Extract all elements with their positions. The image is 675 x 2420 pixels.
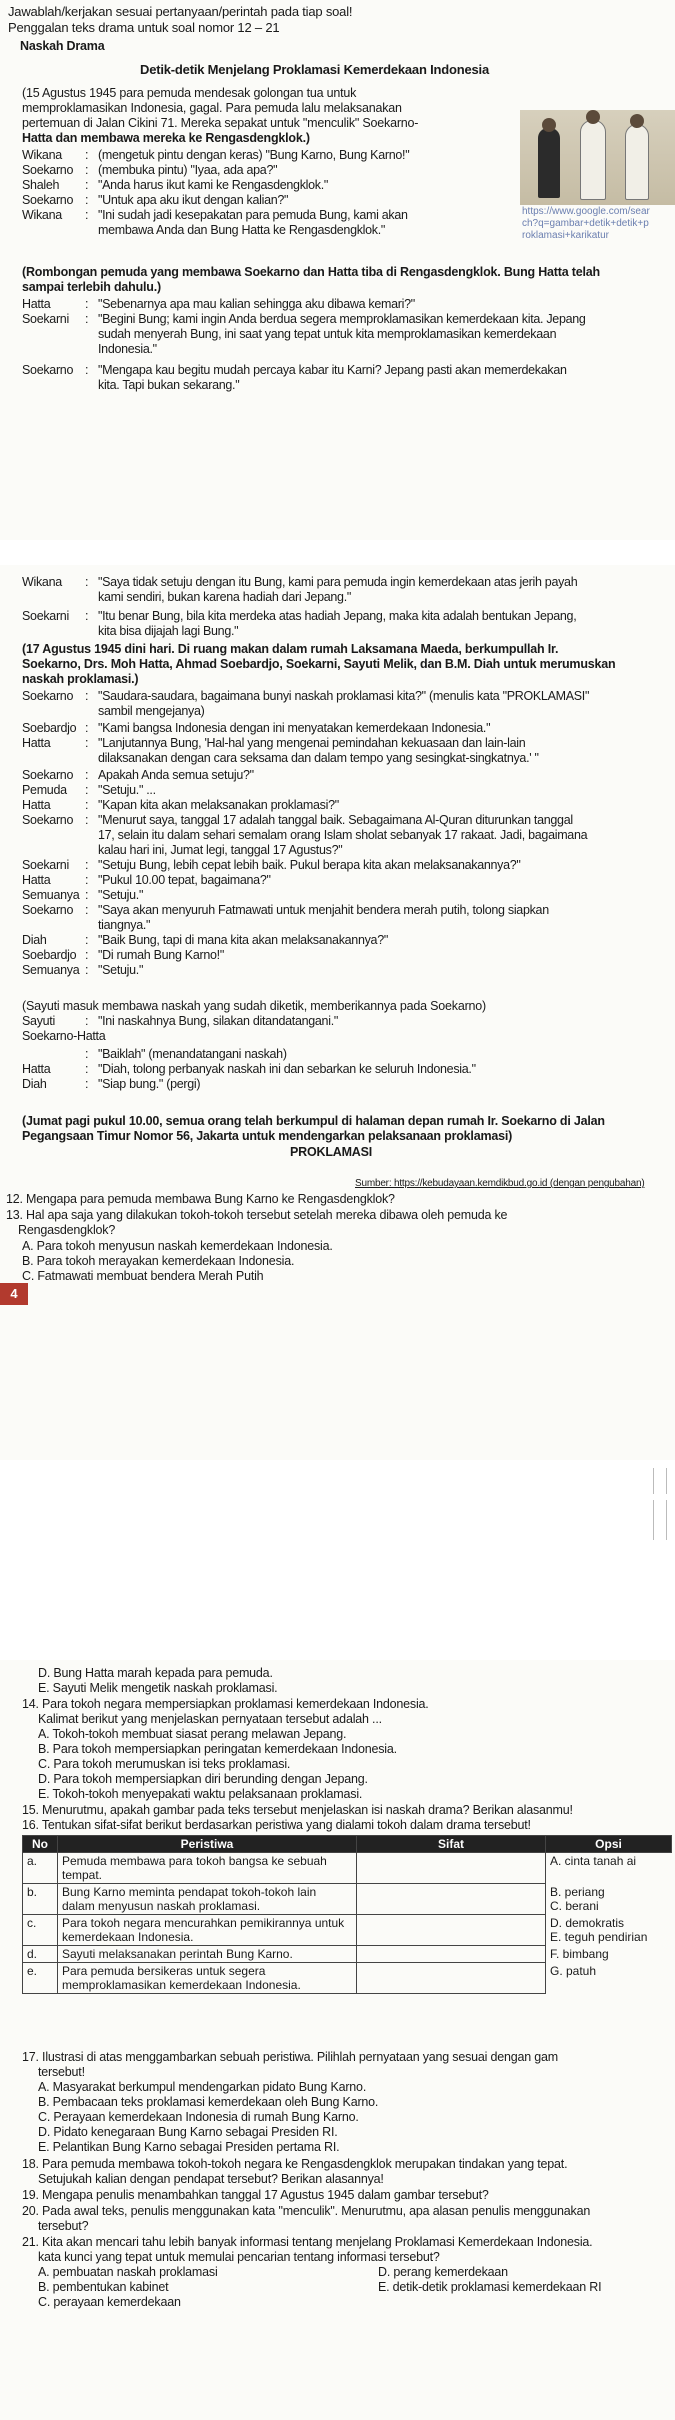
- speaker: Soekarno: [22, 903, 74, 917]
- table-row: d. Sayuti melaksanakan perintah Bung Karno. F. bimbang: [23, 1946, 672, 1963]
- scene-note: sampai terlebih dahulu.): [22, 280, 161, 294]
- caricature-image: [520, 110, 675, 205]
- question-13: 13. Hal apa saja yang dilakukan tokoh-tokoh tersebut setelah mereka dibawa oleh pemuda ke: [6, 1208, 508, 1222]
- page-gap: [0, 540, 675, 565]
- speaker: Semuanya: [22, 888, 80, 902]
- speaker: Soekarno: [22, 363, 74, 377]
- intro-line: pertemuan di Jalan Cikini 71. Mereka sepakat untuk "menculik" Soekarno-: [22, 116, 419, 130]
- line-text: "Anda harus ikut kami ke Rengasdengklok.": [98, 178, 329, 192]
- speaker: Soekarno: [22, 163, 74, 177]
- drama-title: Detik-detik Menjelang Proklamasi Kemerdekaan Indonesia: [140, 62, 489, 77]
- speaker: Pemuda: [22, 783, 67, 797]
- option-a[interactable]: A. Masyarakat berkumpul mendengarkan pidato Bung Karno.: [38, 2080, 367, 2094]
- option-c[interactable]: C. Perayaan kemerdekaan Indonesia di rumah Bung Karno.: [38, 2110, 359, 2124]
- scene-note: naskah proklamasi.): [22, 672, 139, 686]
- option-e[interactable]: E. Sayuti Melik mengetik naskah proklamasi.: [38, 1681, 278, 1695]
- speaker: Soebardjo: [22, 721, 77, 735]
- question-13-cont: Rengasdengklok?: [18, 1223, 116, 1237]
- line-text: "Di rumah Bung Karno!": [98, 948, 224, 962]
- question-18: 18. Para pemuda membawa tokoh-tokoh negara ke Rengasdengklok merupakan tindakan yang tepat.: [22, 2157, 568, 2171]
- question-16-table: [22, 1835, 672, 1994]
- closing-word: PROKLAMASI: [290, 1145, 373, 1159]
- option-b[interactable]: B. Pembacaan teks proklamasi kemerdekaan oleh Bung Karno.: [38, 2095, 379, 2109]
- speaker: Soekarni: [22, 858, 69, 872]
- closing-note: Pegangsaan Timur Nomor 56, Jakarta untuk mendengarkan pelaksanaan proklamasi): [22, 1129, 513, 1143]
- answer-cell[interactable]: [357, 1946, 546, 1963]
- line-text: "Setuju.": [98, 963, 144, 977]
- speaker: Hatta: [22, 1062, 51, 1076]
- line-text: kita bisa dijajah lagi Bung.": [98, 624, 239, 638]
- question-15: 15. Menurutmu, apakah gambar pada teks tersebut menjelaskan isi naskah drama? Berikan alasanmu!: [22, 1803, 573, 1817]
- line-text: kami sendiri, bukan karena hadiah dari Jepang.": [98, 590, 352, 604]
- dialogue-block: Hatta : "Sebenarnya apa mau kalian sehingga aku dibawa kemari?" Soekarni : "Begini Bung; kami ingin Anda berdua segera memproklamasikan kemerdekaan kita. Jepang sudah menyerah Bung, ini saat yang tepat untuk kita memproklamasikan kemerdekaan Indonesia." Soekarno : "Mengapa kau begitu mudah percaya kabar itu Karni? Jepang pasti akan memerdekakan kita. Tapi bukan sekarang.": [22, 297, 586, 392]
- line-text: tiangnya.": [98, 918, 151, 932]
- dialogue-block: Wikana : (mengetuk pintu dengan keras) "Bung Karno, Bung Karno!" Soekarno : (membuka pintu) "Iyaa, ada apa?" Shaleh : "Anda harus ikut kami ke Rengasdengklok." Soekarno : "Untuk apa aku ikut dengan kalian?" Wikana : "Ini sudah jadi kesepakatan para pemuda Bung, kami akan membawa Anda dan Bung Hatta ke Rengasdengklok.": [22, 148, 410, 237]
- question-17: 17. Ilustrasi di atas menggambarkan sebuah peristiwa. Pilihlah pernyataan yang sesuai dengan gam: [22, 2050, 559, 2064]
- speaker: Soekarno: [22, 193, 74, 207]
- option-a[interactable]: A. Tokoh-tokoh membuat siasat perang melawan Jepang.: [38, 1727, 347, 1741]
- line-text: kalau hari ini, Jumat legi, tanggal 17 Agustus?": [98, 843, 343, 857]
- speaker: Soekarni: [22, 312, 69, 326]
- question-12: 12. Mengapa para pemuda membawa Bung Karno ke Rengasdengklok?: [6, 1192, 395, 1206]
- line-text: "Begini Bung; kami ingin Anda berdua segera memproklamasikan kemerdekaan kita. Jepang: [98, 312, 586, 326]
- option-d[interactable]: D. perang kemerdekaan: [378, 2265, 508, 2279]
- line-text: (mengetuk pintu dengan keras) "Bung Karno, Bung Karno!": [98, 148, 410, 162]
- option-d[interactable]: D. Para tokoh mempersiapkan diri berunding dengan Jepang.: [38, 1772, 368, 1786]
- line-text: "Kapan kita akan melaksanakan proklamasi?": [98, 798, 339, 812]
- image-source-link[interactable]: https://www.google.com/sear ch?q=gambar+detik+detik+p roklamasi+karikatur: [522, 206, 650, 241]
- question-21: 21. Kita akan mencari tahu lebih banyak informasi tentang menjelang Proklamasi Kemerdekaan Indonesia.: [22, 2235, 593, 2249]
- line-text: Indonesia.": [98, 342, 157, 356]
- table-row: c. Para tokoh negara mencurahkan pemikirannya untuk kemerdekaan Indonesia. D. demokratis E. teguh pendirian: [23, 1915, 672, 1946]
- option-c[interactable]: C. perayaan kemerdekaan: [38, 2295, 181, 2309]
- dialogue-block: Soekarno : "Saudara-saudara, bagaimana bunyi naskah proklamasi kita?" (menulis kata "PROKLAMASI" sambil mengejanya) Soebardjo : "Kami bangsa Indonesia dengan ini menyatakan kemerdekaan Indonesia." Hatta : "Lanjutannya Bung, 'Hal-hal yang mengenai pemindahan kekuasaan dan lain-lain dilaksanakan dengan cara seksama dan dalam tempo yang sesingkat-singkatnya.' " Soekarno : Apakah Anda semua setuju?" Pemuda : "Setuju." ... Hatta : "Kapan kita akan melaksanakan proklamasi?" Soekarno : "Menurut saya, tanggal 17 adalah tanggal baik. Sebagaimana Al-Quran diturunkan tanggal 17, selain itu dalam sehari semalam orang Islam sholat sebanyak 17 rakaat. Jadi, bagaimana kalau hari ini, Jumat legi, tanggal 17 Agustus?" Soekarni : "Setuju Bung, lebih cepat lebih baik. Pukul berapa kita akan melaksanakannya?" Hatta : "Pukul 10.00 tepat, bagaimana?" Semuanya : "Setuju." Soekarno : "Saya akan menyuruh Fatmawati untuk menjahit bendera merah putih, tolong siapkan tiangnya." Diah : "Baik Bung, tapi di mana kita akan melaksanakannya?" Soebardjo : "Di rumah Bung Karno!" Semuanya : "Setuju.": [22, 689, 590, 977]
- instruction-line: Jawablah/kerjakan sesuai pertanyaan/perintah pada tiap soal!: [8, 4, 353, 19]
- speaker: Soekarno-Hatta: [22, 1029, 106, 1043]
- line-text: "Setuju.": [98, 888, 144, 902]
- option-b[interactable]: B. Para tokoh merayakan kemerdekaan Indonesia.: [22, 1254, 295, 1268]
- speaker: Sayuti: [22, 1014, 55, 1028]
- speaker: Wikana: [22, 208, 62, 222]
- speaker: Diah: [22, 933, 47, 947]
- question-14-prompt: Kalimat berikut yang menjelaskan pernyataan tersebut adalah ...: [38, 1712, 382, 1726]
- line-text: "Saya akan menyuruh Fatmawati untuk menjahit bendera merah putih, tolong siapkan: [98, 903, 549, 917]
- line-text: (membuka pintu) "Iyaa, ada apa?": [98, 163, 278, 177]
- speaker: Hatta: [22, 297, 51, 311]
- line-text: dilaksanakan dengan cara seksama dan dalam tempo yang sesingkat-singkatnya.' ": [98, 751, 539, 765]
- speaker: Soebardjo: [22, 948, 77, 962]
- intro-line: Hatta dan membawa mereka ke Rengasdengklok.): [22, 131, 310, 145]
- question-14: 14. Para tokoh negara mempersiapkan proklamasi kemerdekaan Indonesia.: [22, 1697, 429, 1711]
- speaker: Soekarno: [22, 813, 74, 827]
- question-21-cont: kata kunci yang tepat untuk memulai pencarian tentang informasi tersebut?: [38, 2250, 440, 2264]
- question-19: 19. Mengapa penulis menambahkan tanggal 17 Agustus 1945 dalam gambar tersebut?: [22, 2188, 489, 2202]
- speaker: Semuanya: [22, 963, 80, 977]
- line-text: "Lanjutannya Bung, 'Hal-hal yang mengenai pemindahan kekuasaan dan lain-lain: [98, 736, 526, 750]
- line-text: Apakah Anda semua setuju?": [98, 768, 254, 782]
- answer-cell[interactable]: [357, 1963, 546, 1994]
- line-text: "Ini sudah jadi kesepakatan para pemuda Bung, kami akan: [98, 208, 408, 222]
- speaker: Wikana: [22, 575, 62, 589]
- option-e[interactable]: E. Tokoh-tokoh menyepakati waktu pelaksanaan proklamasi.: [38, 1787, 363, 1801]
- section-label: Naskah Drama: [20, 39, 105, 53]
- option-b[interactable]: B. pembentukan kabinet: [38, 2280, 169, 2294]
- line-text: sudah menyerah Bung, ini saat yang tepat untuk kita memproklamasikan kemerdekaan: [98, 327, 557, 341]
- question-20-cont: tersebut?: [38, 2219, 89, 2233]
- line-text: "Siap bung." (pergi): [98, 1077, 201, 1091]
- question-20: 20. Pada awal teks, penulis menggunakan kata "menculik". Menurutmu, apa alasan penulis menggunakan: [22, 2204, 591, 2218]
- line-text: "Baiklah" (menandatangani naskah): [98, 1047, 287, 1061]
- table-header: No: [23, 1836, 58, 1853]
- page-number: 4: [0, 1283, 28, 1305]
- option-c[interactable]: C. Fatmawati membuat bendera Merah Putih: [22, 1269, 264, 1283]
- option-e[interactable]: E. detik-detik proklamasi kemerdekaan RI: [378, 2280, 602, 2294]
- intro-line: (15 Agustus 1945 para pemuda mendesak golongan tua untuk: [22, 86, 357, 100]
- line-text: "Ini naskahnya Bung, silakan ditandatangani.": [98, 1014, 338, 1028]
- line-text: "Setuju." ...: [98, 783, 156, 797]
- table-row: b. Bung Karno meminta pendapat tokoh-tokoh lain dalam menyusun naskah proklamasi. B. periang C. berani: [23, 1884, 672, 1915]
- line-text: "Menurut saya, tanggal 17 adalah tanggal baik. Sebagaimana Al-Quran diturunkan tanggal: [98, 813, 573, 827]
- question-16: 16. Tentukan sifat-sifat berikut berdasarkan peristiwa yang dialami tokoh dalam drama tersebut!: [22, 1818, 531, 1832]
- speaker: Diah: [22, 1077, 47, 1091]
- scene-note: (Rombongan pemuda yang membawa Soekarno dan Hatta tiba di Rengasdengklok. Bung Hatta telah: [22, 265, 600, 279]
- speaker: Wikana: [22, 148, 62, 162]
- option-c[interactable]: C. Para tokoh merumuskan isi teks proklamasi.: [38, 1757, 291, 1771]
- option-d[interactable]: D. Bung Hatta marah kepada para pemuda.: [38, 1666, 273, 1680]
- option-b[interactable]: B. Para tokoh mempersiapkan peringatan kemerdekaan Indonesia.: [38, 1742, 397, 1756]
- intro-line: memproklamasikan Indonesia, gagal. Para pemuda lalu melaksanakan: [22, 101, 402, 115]
- line-text: "Pukul 10.00 tepat, bagaimana?": [98, 873, 271, 887]
- speaker: Soekarno: [22, 689, 74, 703]
- option-a[interactable]: A. Para tokoh menyusun naskah kemerdekaan Indonesia.: [22, 1239, 333, 1253]
- scene-note: (Sayuti masuk membawa naskah yang sudah diketik, memberikannya pada Soekarno): [22, 999, 487, 1013]
- line-text: "Setuju Bung, lebih cepat lebih baik. Pukul berapa kita akan melaksanakannya?": [98, 858, 521, 872]
- line-text: membawa Anda dan Bung Hatta ke Rengasdengklok.": [98, 223, 386, 237]
- line-text: "Itu benar Bung, bila kita merdeka atas hadiah Jepang, maka kita adalah bentukan Jepang,: [98, 609, 577, 623]
- dialogue-block: Wikana : "Saya tidak setuju dengan itu Bung, kami para pemuda ingin kemerdekaan atas jerih payah kami sendiri, bukan karena hadiah dari Jepang." Soekarni : "Itu benar Bung, bila kita merdeka atas hadiah Jepang, maka kita adalah bentukan Jepang, kita bisa dijajah lagi Bung.": [22, 575, 578, 638]
- instruction-subline: Penggalan teks drama untuk soal nomor 12 – 21: [8, 20, 280, 35]
- speaker: Hatta: [22, 798, 51, 812]
- speaker: Soekarno: [22, 768, 74, 782]
- speaker: Hatta: [22, 873, 51, 887]
- line-text: "Mengapa kau begitu mudah percaya kabar itu Karni? Jepang pasti akan memerdekakan: [98, 363, 567, 377]
- table-header: Sifat: [357, 1836, 546, 1853]
- line-text: "Untuk apa aku ikut dengan kalian?": [98, 193, 289, 207]
- line-text: "Saya tidak setuju dengan itu Bung, kami para pemuda ingin kemerdekaan atas jerih payah: [98, 575, 578, 589]
- table-header: Peristiwa: [58, 1836, 357, 1853]
- speaker: Hatta: [22, 736, 51, 750]
- option-d[interactable]: D. Pidato kenegaraan Bung Karno sebagai Presiden RI.: [38, 2125, 338, 2139]
- worksheet-page-bottom: [0, 1660, 675, 2420]
- speaker: Shaleh: [22, 178, 60, 192]
- line-text: "Kami bangsa Indonesia dengan ini menyatakan kemerdekaan Indonesia.": [98, 721, 491, 735]
- table-header: Opsi: [546, 1836, 672, 1853]
- line-text: kita. Tapi bukan sekarang.": [98, 378, 240, 392]
- line-text: sambil mengejanya): [98, 704, 205, 718]
- worksheet-page-top: [0, 0, 675, 540]
- scene-note: (17 Agustus 1945 dini hari. Di ruang makan dalam rumah Laksamana Maeda, berkumpullah Ir.: [22, 642, 559, 656]
- line-text: "Baik Bung, tapi di mana kita akan melaksanakannya?": [98, 933, 388, 947]
- page-gap: [0, 1460, 675, 1660]
- option-a[interactable]: A. pembuatan naskah proklamasi: [38, 2265, 218, 2279]
- source-link[interactable]: Sumber: https://kebudayaan.kemdikbud.go.id (dengan pengubahan): [355, 1178, 645, 1189]
- line-text: "Diah, tolong perbanyak naskah ini dan sebarkan ke seluruh Indonesia.": [98, 1062, 476, 1076]
- line-text: 17, selain itu dalam sehari semalam orang Islam sholat sebanyak 17 rakaat. Jadi, bagaimana: [98, 828, 588, 842]
- table-row: a. Pemuda membawa para tokoh bangsa ke sebuah tempat. A. cinta tanah ai: [23, 1853, 672, 1884]
- line-text: "Sebenarnya apa mau kalian sehingga aku dibawa kemari?": [98, 297, 415, 311]
- dialogue-block: Sayuti : "Ini naskahnya Bung, silakan ditandatangani." Soekarno-Hatta : "Baiklah" (menandatangani naskah) Hatta : "Diah, tolong perbanyak naskah ini dan sebarkan ke seluruh Indonesia." Diah : "Siap bung." (pergi): [22, 1014, 476, 1091]
- answer-cell[interactable]: [357, 1884, 546, 1915]
- scene-note: Soekarno, Drs. Moh Hatta, Ahmad Soebardjo, Soekarni, Sayuti Melik, dan B.M. Diah untuk merumuskan: [22, 657, 616, 671]
- table-row: e. Para pemuda bersikeras untuk segera memproklamasikan kemerdekaan Indonesia. G. patuh: [23, 1963, 672, 1994]
- answer-cell[interactable]: [357, 1853, 546, 1884]
- closing-note: (Jumat pagi pukul 10.00, semua orang telah berkumpul di halaman depan rumah Ir. Soekarno di Jalan: [22, 1114, 605, 1128]
- question-17-cont: tersebut!: [38, 2065, 85, 2079]
- worksheet-page-middle: [0, 565, 675, 1460]
- line-text: "Saudara-saudara, bagaimana bunyi naskah proklamasi kita?" (menulis kata "PROKLAMASI": [98, 689, 590, 703]
- option-e[interactable]: E. Pelantikan Bung Karno sebagai Presiden pertama RI.: [38, 2140, 340, 2154]
- answer-cell[interactable]: [357, 1915, 546, 1946]
- question-18-cont: Setujukah kalian dengan pendapat tersebut? Berikan alasannya!: [38, 2172, 384, 2186]
- speaker: Soekarni: [22, 609, 69, 623]
